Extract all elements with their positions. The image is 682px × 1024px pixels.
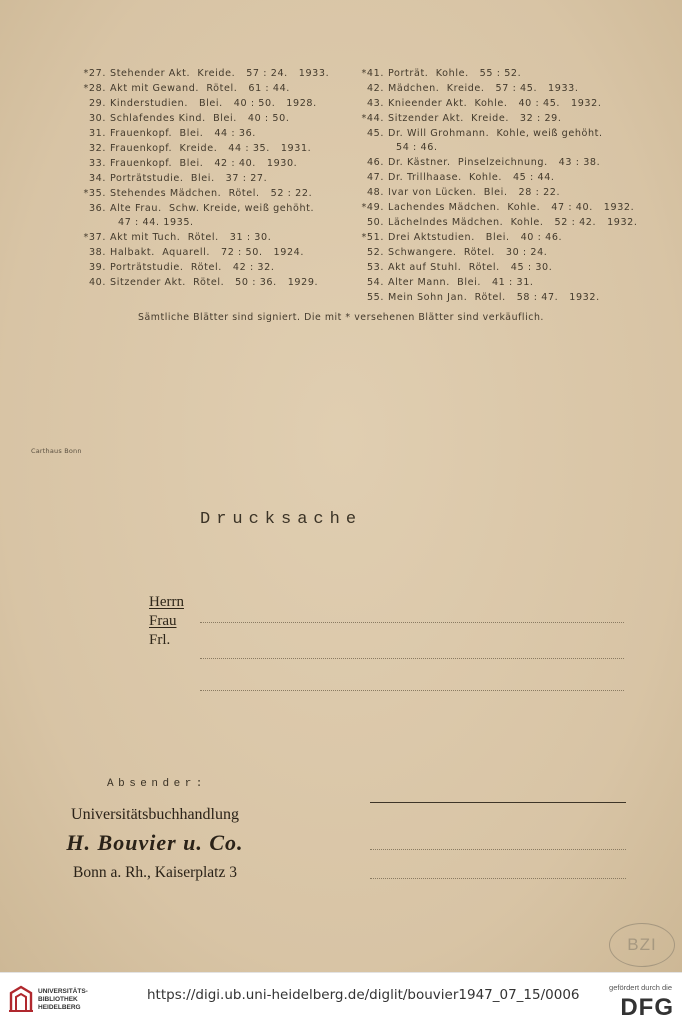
catalog-entry: [80, 171, 350, 186]
catalog-entry: [80, 186, 350, 201]
funding-label: gefördert durch die: [609, 983, 672, 992]
catalog-entry-text: Ivar von Lücken. Blei. 28 : 22.: [388, 187, 561, 198]
catalog-entry-number: 39.: [88, 262, 106, 273]
catalog-entry: [358, 185, 658, 200]
sender-label: Absender:: [107, 778, 207, 790]
catalog-entry: [80, 81, 350, 96]
catalog-entry-text: Knieender Akt. Kohle. 40 : 45. 1932.: [388, 98, 602, 109]
catalog-entry: [80, 111, 350, 126]
catalog-entry-text: Lachendes Mädchen. Kohle. 47 : 40. 1932.: [388, 202, 635, 213]
mail-type-heading: Drucksache: [200, 510, 363, 529]
sender-address: Bonn a. Rh., Kaiserplatz 3: [72, 864, 237, 881]
catalog-entry: [358, 111, 658, 126]
catalog-entry: [358, 260, 658, 275]
catalog-entry-text: Frauenkopf. Blei. 44 : 36.: [110, 128, 256, 139]
catalog-entry-number: 32.: [88, 143, 106, 154]
library-name-line: UNIVERSITÄTS-: [38, 988, 88, 995]
catalog-entry-text: Lächelndes Mädchen. Kohle. 52 : 42. 1932.: [388, 217, 638, 228]
catalog-entry-number: *49.: [361, 202, 384, 213]
catalog-entry-text: Schlafendes Kind. Blei. 40 : 50.: [110, 113, 290, 124]
salutation-frl: Frl.: [149, 632, 171, 648]
catalog-entry-text: Drei Aktstudien. Blei. 40 : 46.: [388, 232, 563, 243]
catalog-entry-number: 40.: [88, 277, 106, 288]
printer-imprint: Carthaus Bonn: [31, 447, 82, 455]
viewer-footer: [0, 972, 682, 1024]
catalog-entry: [80, 260, 350, 275]
catalog-entry: [358, 126, 658, 141]
catalog-entry-text: Sitzender Akt. Rötel. 50 : 36. 1929.: [110, 277, 319, 288]
university-library-logo-icon: [8, 985, 34, 1013]
catalog-entry-number: *51.: [361, 232, 384, 243]
catalog-entry: [358, 155, 658, 170]
catalog-column-left: [80, 66, 350, 290]
catalog-entry: [80, 126, 350, 141]
catalog-entry-text: Akt mit Gewand. Rötel. 61 : 44.: [110, 83, 290, 94]
catalog-entry-number: 36.: [88, 203, 106, 214]
catalog-entry-text: Akt auf Stuhl. Rötel. 45 : 30.: [388, 262, 553, 273]
address-line: [200, 690, 624, 691]
catalog-entry-number: 55.: [366, 292, 384, 303]
catalog-entry-number: 46.: [366, 157, 384, 168]
return-address-line: [370, 849, 626, 850]
catalog-entry-number: 50.: [366, 217, 384, 228]
signature-note: Sämtliche Blätter sind signiert. Die mit * versehenen Blätter sind verkäuflich.: [138, 312, 544, 323]
catalog-entry-continuation: 47 : 44. 1935.: [118, 217, 194, 228]
catalog-entry-number: *44.: [361, 113, 384, 124]
catalog-entry-number: 33.: [88, 158, 106, 169]
catalog-column-right: [358, 66, 658, 305]
catalog-entry-text: Porträtstudie. Rötel. 42 : 32.: [110, 262, 275, 273]
catalog-entry-text: Kinderstudien. Blei. 40 : 50. 1928.: [110, 98, 317, 109]
catalog-entry-number: *41.: [361, 68, 384, 79]
catalog-entry-number: 34.: [88, 173, 106, 184]
catalog-entry: [80, 156, 350, 171]
sender-line-1: Universitätsbuchhandlung: [71, 806, 239, 823]
catalog-entry: [358, 66, 658, 81]
catalog-entry-text: Dr. Kästner. Pinselzeichnung. 43 : 38.: [388, 157, 601, 168]
catalog-entry-number: 48.: [366, 187, 384, 198]
catalog-entry: [80, 141, 350, 156]
catalog-entry-text: Porträt. Kohle. 55 : 52.: [388, 68, 522, 79]
catalog-entry-number: 31.: [88, 128, 106, 139]
catalog-entry-number: 29.: [88, 98, 106, 109]
dfg-logo: DFG: [620, 994, 674, 1021]
catalog-entry-number: *27.: [83, 68, 106, 79]
catalog-entry-number: 45.: [366, 128, 384, 139]
catalog-entry-text: Halbakt. Aquarell. 72 : 50. 1924.: [110, 247, 305, 258]
return-address-line: [370, 802, 626, 803]
catalog-entry-text: Frauenkopf. Blei. 42 : 40. 1930.: [110, 158, 298, 169]
catalog-entry: [80, 66, 350, 81]
catalog-entry-text: Mein Sohn Jan. Rötel. 58 : 47. 1932.: [388, 292, 600, 303]
catalog-entry-number: 43.: [366, 98, 384, 109]
catalog-entry: [358, 170, 658, 185]
catalog-entry: [358, 290, 658, 305]
catalog-entry: [358, 200, 658, 215]
catalog-entry-text: Mädchen. Kreide. 57 : 45. 1933.: [388, 83, 579, 94]
catalog-entry: [358, 275, 658, 290]
catalog-entry-text: Porträtstudie. Blei. 37 : 27.: [110, 173, 268, 184]
library-name: [38, 988, 88, 1012]
catalog-entry-number: *37.: [83, 232, 106, 243]
catalog-entry-text: Stehendes Mädchen. Rötel. 52 : 22.: [110, 188, 313, 199]
catalog-entry-number: 42.: [366, 83, 384, 94]
catalog-entry: [358, 215, 658, 230]
catalog-entry-text: Schwangere. Rötel. 30 : 24.: [388, 247, 548, 258]
catalog-entry: [358, 230, 658, 245]
catalog-entry: [358, 96, 658, 111]
library-name-line: BIBLIOTHEK: [38, 996, 78, 1003]
catalog-entry: [80, 96, 350, 111]
document-url[interactable]: https://digi.ub.uni-heidelberg.de/diglit/bouvier1947_07_15/0006: [147, 987, 580, 1003]
catalog-entry-text: Dr. Will Grohmann. Kohle, weiß gehöht.: [388, 128, 603, 139]
salutation-frau: Frau: [149, 613, 177, 629]
address-line: [200, 622, 624, 623]
catalog-entry-text: Frauenkopf. Kreide. 44 : 35. 1931.: [110, 143, 312, 154]
catalog-entry-number: *28.: [83, 83, 106, 94]
catalog-entry: [80, 245, 350, 260]
return-address-line: [370, 878, 626, 879]
library-name-line: HEIDELBERG: [38, 1004, 81, 1011]
catalog-entry-number: *35.: [83, 188, 106, 199]
catalog-entry: [358, 245, 658, 260]
library-stamp: BZI: [609, 923, 675, 967]
catalog-entry: [80, 275, 350, 290]
catalog-entry: [358, 81, 658, 96]
address-line: [200, 658, 624, 659]
catalog-entry-continuation: 54 : 46.: [396, 142, 438, 153]
catalog-entry-number: 30.: [88, 113, 106, 124]
catalog-entry-text: Alter Mann. Blei. 41 : 31.: [388, 277, 534, 288]
catalog-entry: [80, 230, 350, 245]
catalog-entry-text: Alte Frau. Schw. Kreide, weiß gehöht.: [110, 203, 315, 214]
salutation-herrn: Herrn: [149, 594, 184, 610]
catalog-entry-number: 53.: [366, 262, 384, 273]
sender-company: H. Bouvier u. Co.: [66, 830, 244, 855]
catalog-entry-text: Akt mit Tuch. Rötel. 31 : 30.: [110, 232, 272, 243]
catalog-entry-number: 54.: [366, 277, 384, 288]
catalog-entry: [80, 201, 350, 216]
catalog-entry-number: 38.: [88, 247, 106, 258]
catalog-entry-text: Stehender Akt. Kreide. 57 : 24. 1933.: [110, 68, 330, 79]
catalog-entry-text: Dr. Trillhaase. Kohle. 45 : 44.: [388, 172, 555, 183]
catalog-entry-number: 47.: [366, 172, 384, 183]
catalog-entry-text: Sitzender Akt. Kreide. 32 : 29.: [388, 113, 562, 124]
catalog-entry-number: 52.: [366, 247, 384, 258]
